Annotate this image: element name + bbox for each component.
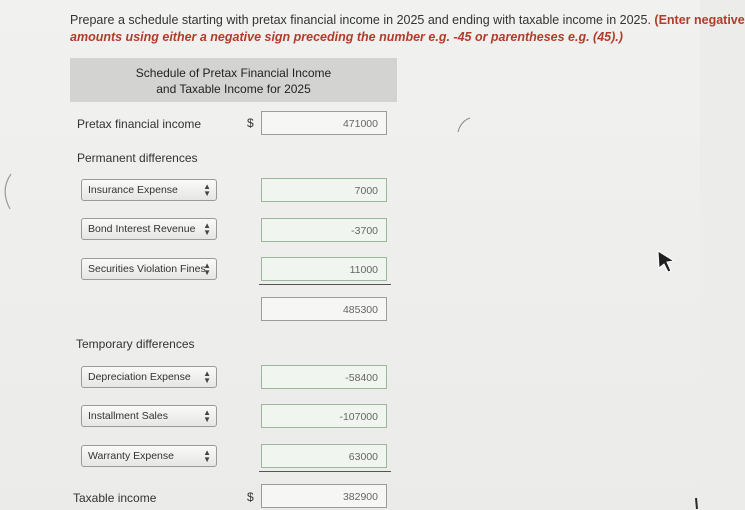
- updown-arrow-icon: ▲ ▼: [203, 369, 211, 385]
- instructions: [70, 12, 745, 46]
- permanent-input-2[interactable]: -3700: [261, 218, 387, 242]
- pen-stroke-left: [0, 172, 14, 212]
- temporary-select-3[interactable]: [81, 445, 217, 467]
- permanent-subtotal-input[interactable]: 485300: [261, 297, 387, 321]
- schedule-title: [70, 65, 397, 97]
- permanent-select-2[interactable]: [81, 218, 217, 240]
- temporary-select-2-value: Installment Sales: [88, 410, 168, 422]
- subtotal-underline: [259, 284, 391, 285]
- instructions-hint: (Enter negative: [654, 13, 745, 27]
- permanent-select-2-value: Bond Interest Revenue: [88, 223, 196, 235]
- temporary-label: Temporary differences: [76, 337, 195, 351]
- instructions-text: Prepare a schedule starting with pretax financial income in 2025 and ending with taxable income in 2025.: [70, 13, 651, 27]
- temporary-select-3-value: Warranty Expense: [88, 450, 174, 462]
- updown-arrow-icon: ▲ ▼: [203, 261, 211, 277]
- updown-arrow-icon: ▲ ▼: [203, 408, 211, 424]
- permanent-select-3[interactable]: [81, 258, 217, 280]
- pretax-currency: $: [247, 116, 254, 130]
- total-underline: [259, 471, 391, 472]
- mouse-cursor-icon: [656, 249, 678, 275]
- temporary-input-3[interactable]: 63000: [261, 444, 387, 468]
- temporary-select-1-value: Depreciation Expense: [88, 371, 191, 383]
- permanent-input-1[interactable]: 7000: [261, 178, 387, 202]
- permanent-select-3-value: Securities Violation Fines: [88, 263, 206, 275]
- edge-mark: [688, 496, 700, 510]
- taxable-currency: $: [247, 490, 254, 504]
- permanent-select-1-value: Insurance Expense: [88, 184, 178, 196]
- updown-arrow-icon: ▲ ▼: [203, 448, 211, 464]
- temporary-input-1[interactable]: -58400: [261, 365, 387, 389]
- taxable-label: Taxable income: [73, 491, 157, 505]
- updown-arrow-icon: ▲ ▼: [203, 221, 211, 237]
- updown-arrow-icon: ▲ ▼: [203, 182, 211, 198]
- pretax-input[interactable]: 471000: [261, 111, 387, 135]
- schedule-header: [70, 58, 397, 102]
- temporary-select-2[interactable]: [81, 405, 217, 427]
- pretax-label: Pretax financial income: [77, 117, 202, 131]
- permanent-select-1[interactable]: [81, 179, 217, 201]
- taxable-input[interactable]: 382900: [261, 484, 387, 508]
- schedule-title-line1: Schedule of Pretax Financial Income: [135, 66, 332, 80]
- temporary-select-1[interactable]: [81, 366, 217, 388]
- pen-stroke-right: [456, 116, 472, 134]
- schedule-title-line2: and Taxable Income for 2025: [156, 82, 311, 96]
- permanent-input-3[interactable]: 11000: [261, 257, 387, 281]
- instructions-hint-detail: amounts using either a negative sign preceding the number e.g. -45 or parentheses e.g. (45).): [70, 30, 623, 44]
- permanent-label: Permanent differences: [77, 151, 198, 165]
- temporary-input-2[interactable]: -107000: [261, 404, 387, 428]
